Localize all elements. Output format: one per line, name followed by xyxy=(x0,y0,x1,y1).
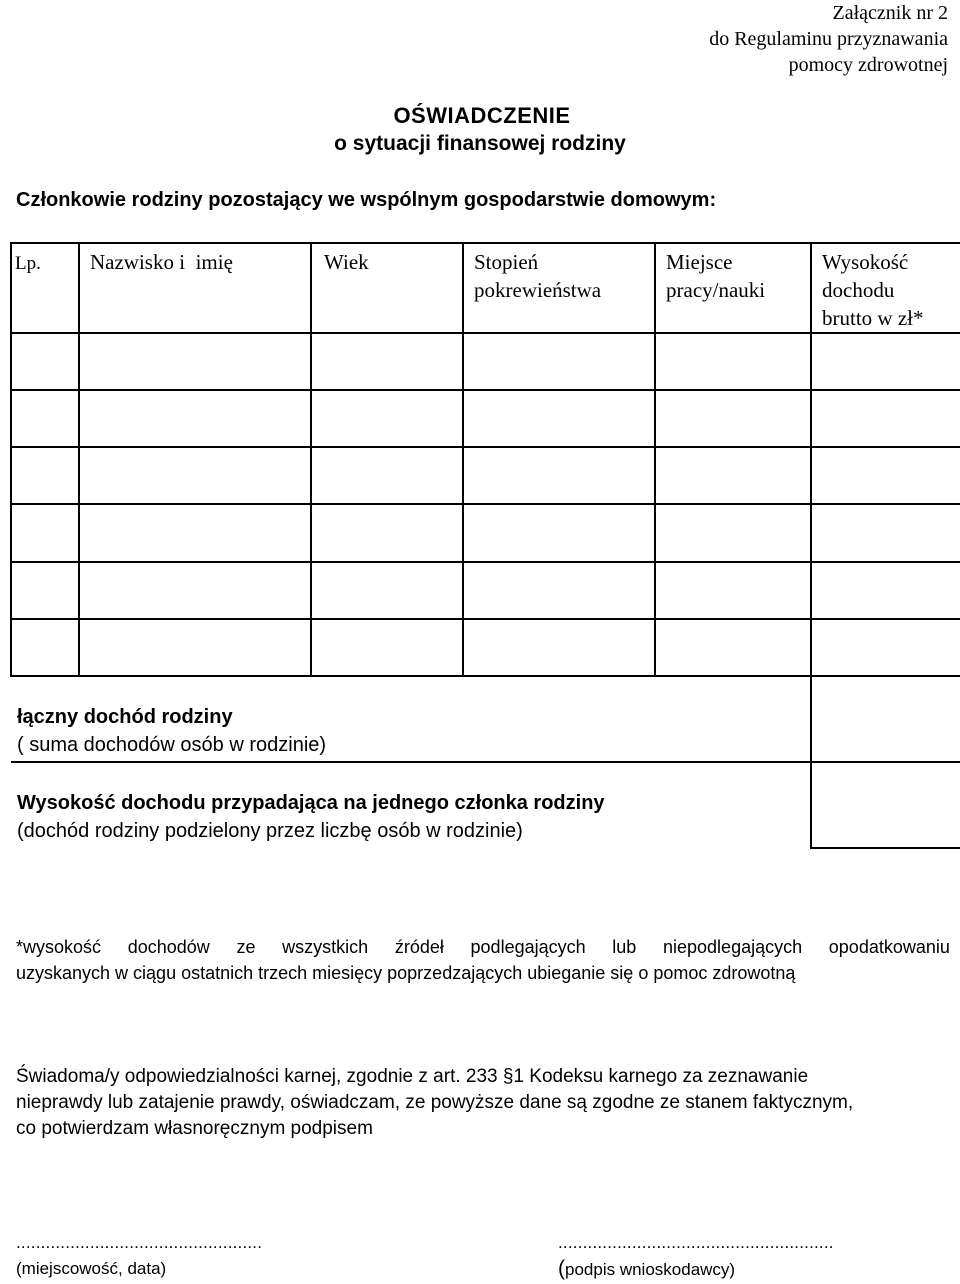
cell-age[interactable] xyxy=(311,562,463,619)
cell-lp[interactable] xyxy=(11,447,79,504)
applicant-signature-caption-wrap xyxy=(558,1256,834,1283)
statement-line-2: nieprawdy lub zatajenie prawdy, oświadczam, ze powyższe dane są zgodne ze stanem faktycznym, xyxy=(16,1092,854,1113)
cell-workplace[interactable] xyxy=(655,333,811,390)
cell-name[interactable] xyxy=(79,390,311,447)
annex-line-1: Załącznik nr 2 xyxy=(832,2,948,24)
annex-line-2: do Regulaminu przyznawania xyxy=(709,28,948,50)
cell-name[interactable] xyxy=(79,562,311,619)
header-age xyxy=(311,243,463,333)
income-footnote xyxy=(16,934,956,986)
total-income-label xyxy=(11,676,811,762)
statement-line-1: Świadoma/y odpowiedzialności karnej, zgodnie z art. 233 §1 Kodeksu karnego za zeznawanie xyxy=(16,1066,809,1087)
document-title: OŚWIADCZENIE xyxy=(393,103,571,128)
cell-income[interactable] xyxy=(811,504,960,562)
cell-name[interactable] xyxy=(79,333,311,390)
header-lp-label: Lp. xyxy=(15,253,41,274)
cell-workplace[interactable] xyxy=(655,447,811,504)
footnote-line-2: uzyskanych w ciągu ostatnich trzech miesięcy poprzedzających ubieganie się o pomoc zdrowotną xyxy=(16,963,796,983)
cell-relationship[interactable] xyxy=(463,333,655,390)
cell-workplace[interactable] xyxy=(655,562,811,619)
table-row xyxy=(11,619,960,676)
total-income-row xyxy=(11,676,960,762)
cell-workplace[interactable] xyxy=(655,504,811,562)
header-lp xyxy=(11,243,79,333)
footnote-word: opodatkowaniu xyxy=(828,937,950,957)
footnote-word: dochodów xyxy=(127,937,210,957)
cell-workplace[interactable] xyxy=(655,619,811,676)
total-income-value-cell[interactable] xyxy=(811,676,960,762)
footnote-word: wszystkich xyxy=(282,937,369,957)
cell-age[interactable] xyxy=(311,333,463,390)
cell-name[interactable] xyxy=(79,447,311,504)
per-member-income-row xyxy=(11,762,960,848)
header-relationship xyxy=(463,243,655,333)
per-member-income-value-cell[interactable] xyxy=(811,762,960,848)
cell-income[interactable] xyxy=(811,447,960,504)
per-member-income-note: (dochód rodziny podzielony przez liczbę osób w rodzinie) xyxy=(17,820,523,842)
header-workplace-label: Miejsce pracy/nauki xyxy=(666,250,766,302)
cell-income[interactable] xyxy=(811,619,960,676)
cell-income[interactable] xyxy=(811,390,960,447)
place-date-caption: (miejscowość, data) xyxy=(16,1259,167,1278)
table-row xyxy=(11,333,960,390)
applicant-signature-dotted-line[interactable]: ........................................................ xyxy=(558,1233,834,1252)
footnote-line-1 xyxy=(16,934,950,960)
footnote-word: ze xyxy=(236,937,256,957)
place-date-signature xyxy=(16,1230,262,1282)
cell-income[interactable] xyxy=(811,333,960,390)
total-income-note: ( suma dochodów osób w rodzinie) xyxy=(17,734,327,756)
place-date-dotted-line[interactable]: .................................................. xyxy=(16,1233,263,1252)
per-member-income-label xyxy=(11,762,811,848)
header-age-label: Wiek xyxy=(324,250,369,274)
total-income-title: łączny dochód rodziny xyxy=(17,706,233,728)
cell-relationship[interactable] xyxy=(463,504,655,562)
annex-line-3: pomocy zdrowotnej xyxy=(788,54,948,76)
cell-age[interactable] xyxy=(311,504,463,562)
cell-name[interactable] xyxy=(79,504,311,562)
cell-lp[interactable] xyxy=(11,619,79,676)
cell-age[interactable] xyxy=(311,619,463,676)
footnote-word: źródeł xyxy=(394,937,444,957)
cell-relationship[interactable] xyxy=(463,390,655,447)
applicant-signature xyxy=(558,1230,834,1283)
members-heading: Członkowie rodziny pozostający we wspólnym gospodarstwie domowym: xyxy=(16,189,717,211)
cell-relationship[interactable] xyxy=(463,562,655,619)
table-row xyxy=(11,447,960,504)
header-income xyxy=(811,243,960,333)
cell-relationship[interactable] xyxy=(463,619,655,676)
cell-workplace[interactable] xyxy=(655,390,811,447)
title-block xyxy=(0,102,960,158)
table-row xyxy=(11,562,960,619)
header-name-label: Nazwisko i imię xyxy=(90,250,233,274)
document-subtitle: o sytuacji finansowej rodziny xyxy=(334,132,626,155)
cell-age[interactable] xyxy=(311,447,463,504)
cell-income[interactable] xyxy=(811,562,960,619)
applicant-signature-caption: podpis wnioskodawcy) xyxy=(565,1260,736,1279)
cell-lp[interactable] xyxy=(11,333,79,390)
header-name xyxy=(79,243,311,333)
per-member-income-title: Wysokość dochodu przypadająca na jednego członka rodziny xyxy=(17,792,605,814)
cell-lp[interactable] xyxy=(11,504,79,562)
cell-lp[interactable] xyxy=(11,562,79,619)
cell-name[interactable] xyxy=(79,619,311,676)
table-row xyxy=(11,504,960,562)
footnote-word: podlegających xyxy=(470,937,586,957)
footnote-word: niepodlegających xyxy=(663,937,803,957)
cell-relationship[interactable] xyxy=(463,447,655,504)
footnote-word: *wysokość xyxy=(16,937,102,957)
cell-lp[interactable] xyxy=(11,390,79,447)
cell-age[interactable] xyxy=(311,390,463,447)
footnote-word: lub xyxy=(612,937,637,957)
family-members-table xyxy=(10,242,960,849)
annex-note xyxy=(709,0,948,78)
statement-line-3: co potwierdzam własnoręcznym podpisem xyxy=(16,1118,373,1139)
header-income-label: Wysokość dochodu brutto w zł* xyxy=(822,250,924,330)
table-row xyxy=(11,390,960,447)
header-workplace xyxy=(655,243,811,333)
applicant-signature-caption-paren: ( xyxy=(558,1257,565,1280)
table-header-row xyxy=(11,243,960,333)
header-relationship-label: Stopień pokrewieństwa xyxy=(474,250,602,302)
liability-statement xyxy=(16,1064,956,1142)
